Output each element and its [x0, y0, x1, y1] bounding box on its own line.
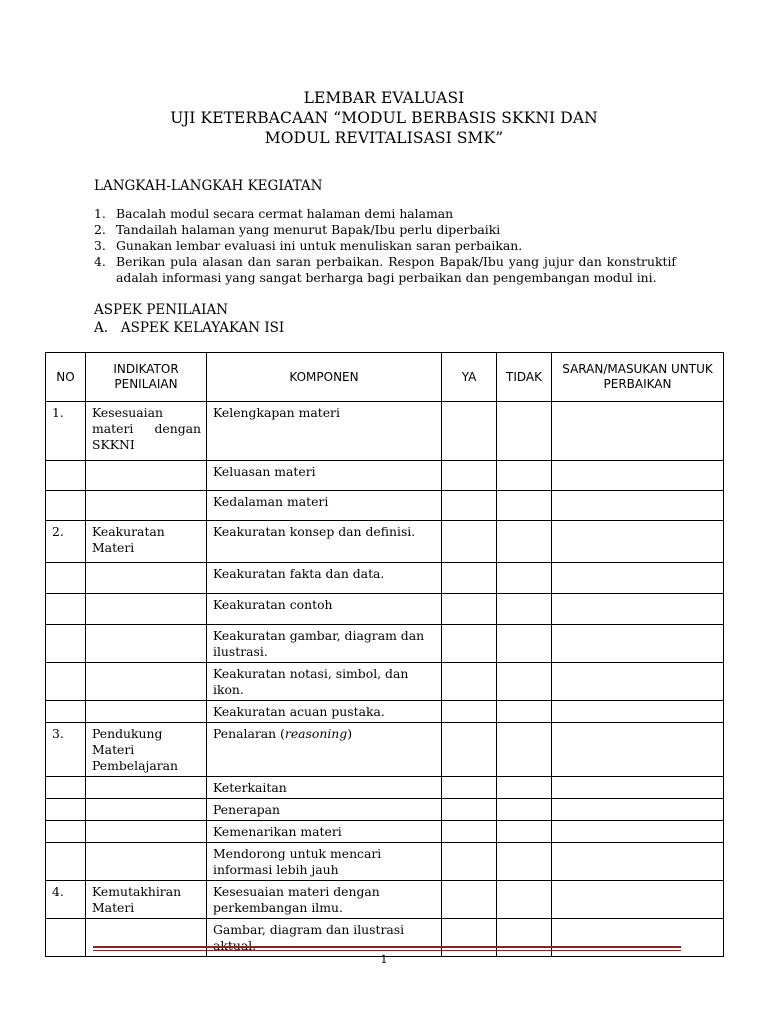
step-text: Berikan pula alasan dan saran perbaikan. Respon Bapak/Ibu yang jujur dan konstruktif adalah informasi yang sangat berharga bagi perbaikan dan pengembangan modul ini. — [116, 254, 676, 285]
cell-ya[interactable] — [442, 821, 497, 843]
cell-saran[interactable] — [552, 701, 724, 723]
cell-saran[interactable] — [552, 491, 724, 521]
cell-no — [46, 491, 86, 521]
step-number: 4. — [94, 254, 106, 269]
cell-komponen: Keterkaitan — [207, 777, 442, 799]
cell-ya[interactable] — [442, 563, 497, 594]
cell-saran[interactable] — [552, 461, 724, 491]
cell-indikator — [86, 821, 207, 843]
document-title — [0, 88, 768, 148]
footer-rule-thin — [93, 950, 681, 951]
cell-tidak[interactable] — [497, 821, 552, 843]
cell-ya[interactable] — [442, 594, 497, 625]
table-header-row — [46, 353, 724, 402]
table-row — [46, 843, 724, 881]
cell-tidak[interactable] — [497, 799, 552, 821]
cell-no — [46, 663, 86, 701]
step-number: 1. — [94, 206, 106, 221]
cell-saran[interactable] — [552, 843, 724, 881]
cell-saran[interactable] — [552, 521, 724, 563]
cell-ya[interactable] — [442, 843, 497, 881]
cell-no — [46, 799, 86, 821]
cell-komponen: Keakuratan notasi, simbol, dan ikon. — [207, 663, 442, 701]
cell-saran[interactable] — [552, 663, 724, 701]
cell-tidak[interactable] — [497, 777, 552, 799]
table-row — [46, 881, 724, 919]
table-row — [46, 521, 724, 563]
cell-komponen: Penalaran (reasoning) — [207, 723, 442, 777]
table-row — [46, 663, 724, 701]
cell-ya[interactable] — [442, 461, 497, 491]
cell-ya[interactable] — [442, 723, 497, 777]
cell-saran[interactable] — [552, 402, 724, 461]
cell-ya[interactable] — [442, 625, 497, 663]
cell-komponen: Keluasan materi — [207, 461, 442, 491]
header-komponen: KOMPONEN — [207, 353, 442, 402]
cell-saran[interactable] — [552, 723, 724, 777]
step-number: 3. — [94, 238, 106, 253]
cell-komponen: Kelengkapan materi — [207, 402, 442, 461]
step-item — [94, 206, 676, 222]
cell-no — [46, 701, 86, 723]
cell-ya[interactable] — [442, 402, 497, 461]
cell-komponen: Kesesuaian materi dengan perkembangan ilmu. — [207, 881, 442, 919]
cell-no — [46, 777, 86, 799]
cell-no — [46, 563, 86, 594]
cell-komponen: Kedalaman materi — [207, 491, 442, 521]
cell-indikator — [86, 491, 207, 521]
table-row — [46, 723, 724, 777]
cell-indikator — [86, 563, 207, 594]
cell-tidak[interactable] — [497, 402, 552, 461]
table-row — [46, 563, 724, 594]
cell-no — [46, 919, 86, 957]
cell-indikator — [86, 625, 207, 663]
table-row — [46, 821, 724, 843]
cell-saran[interactable] — [552, 563, 724, 594]
cell-tidak[interactable] — [497, 843, 552, 881]
cell-tidak[interactable] — [497, 663, 552, 701]
cell-tidak[interactable] — [497, 625, 552, 663]
cell-indikator: Pendukung Materi Pembelajaran — [86, 723, 207, 777]
cell-komponen: Keakuratan contoh — [207, 594, 442, 625]
cell-saran[interactable] — [552, 799, 724, 821]
step-number: 2. — [94, 222, 106, 237]
cell-komponen: Keakuratan fakta dan data. — [207, 563, 442, 594]
aspek-heading: ASPEK PENILAIAN — [94, 302, 229, 318]
table-row — [46, 701, 724, 723]
cell-komponen: Gambar, diagram dan ilustrasi — [207, 919, 442, 957]
cell-komponen: Keakuratan konsep dan definisi. — [207, 521, 442, 563]
cell-tidak[interactable] — [497, 881, 552, 919]
cell-no — [46, 594, 86, 625]
cell-indikator: Kemutakhiran Materi — [86, 881, 207, 919]
langkah-heading: LANGKAH-LANGKAH KEGIATAN — [94, 178, 323, 194]
footer-rule — [93, 946, 681, 948]
step-item — [94, 222, 676, 238]
cell-ya[interactable] — [442, 701, 497, 723]
table-row — [46, 491, 724, 521]
cell-indikator — [86, 701, 207, 723]
cell-indikator: Keakuratan Materi — [86, 521, 207, 563]
table-body — [46, 402, 724, 957]
cell-indikator — [86, 777, 207, 799]
title-line-2: UJI KETERBACAAN “MODUL BERBASIS SKKNI DAN — [170, 109, 598, 127]
title-line-1: LEMBAR EVALUASI — [303, 89, 465, 107]
cell-ya[interactable] — [442, 491, 497, 521]
cell-tidak[interactable] — [497, 723, 552, 777]
cell-indikator — [86, 799, 207, 821]
aspek-subheading: A. ASPEK KELAYAKAN ISI — [94, 320, 285, 336]
cell-no — [46, 625, 86, 663]
cell-saran[interactable] — [552, 594, 724, 625]
cell-indikator — [86, 843, 207, 881]
cell-indikator: Kesesuaian materi dengan SKKNI — [86, 402, 207, 461]
table-row — [46, 402, 724, 461]
cell-komponen: Mendorong untuk mencari informasi lebih jauh — [207, 843, 442, 881]
steps-list — [94, 206, 676, 286]
cell-no: 1. — [46, 402, 86, 461]
cell-ya[interactable] — [442, 663, 497, 701]
cell-ya[interactable] — [442, 777, 497, 799]
cell-indikator — [86, 461, 207, 491]
cell-komponen: Kemenarikan materi — [207, 821, 442, 843]
cell-ya[interactable] — [442, 521, 497, 563]
cell-ya[interactable] — [442, 799, 497, 821]
step-text: Gunakan lembar evaluasi ini untuk menuliskan saran perbaikan. — [116, 238, 523, 253]
cell-tidak[interactable] — [497, 563, 552, 594]
header-indikator: INDIKATOR PENILAIAN — [86, 353, 207, 402]
page-number: 1 — [380, 953, 388, 966]
cell-komponen: Keakuratan acuan pustaka. — [207, 701, 442, 723]
step-item — [94, 238, 676, 254]
cell-no: 2. — [46, 521, 86, 563]
cell-saran[interactable] — [552, 625, 724, 663]
table-row — [46, 461, 724, 491]
cell-indikator — [86, 663, 207, 701]
title-line-3: MODUL REVITALISASI SMK” — [264, 129, 504, 147]
header-saran: SARAN/MASUKAN UNTUK PERBAIKAN — [552, 353, 724, 402]
cell-saran[interactable] — [552, 821, 724, 843]
cell-ya[interactable] — [442, 881, 497, 919]
cell-saran[interactable] — [552, 777, 724, 799]
table-row — [46, 799, 724, 821]
cell-no: 3. — [46, 723, 86, 777]
cell-tidak[interactable] — [497, 491, 552, 521]
step-text: Bacalah modul secara cermat halaman demi halaman — [116, 206, 454, 221]
evaluation-table — [45, 352, 724, 957]
table-row — [46, 625, 724, 663]
cell-komponen: Penerapan — [207, 799, 442, 821]
cell-indikator — [86, 594, 207, 625]
cell-no — [46, 843, 86, 881]
header-no: NO — [46, 353, 86, 402]
header-ya: YA — [442, 353, 497, 402]
header-tidak: TIDAK — [497, 353, 552, 402]
table-row — [46, 777, 724, 799]
step-text: Tandailah halaman yang menurut Bapak/Ibu perlu diperbaiki — [116, 222, 501, 237]
cell-tidak[interactable] — [497, 594, 552, 625]
cell-no — [46, 461, 86, 491]
step-item — [94, 254, 676, 286]
cell-tidak[interactable] — [497, 701, 552, 723]
cell-saran[interactable] — [552, 881, 724, 919]
cell-tidak[interactable] — [497, 461, 552, 491]
cell-komponen: Keakuratan gambar, diagram dan ilustrasi. — [207, 625, 442, 663]
cell-tidak[interactable] — [497, 521, 552, 563]
cell-no — [46, 821, 86, 843]
table-row — [46, 594, 724, 625]
cell-no: 4. — [46, 881, 86, 919]
